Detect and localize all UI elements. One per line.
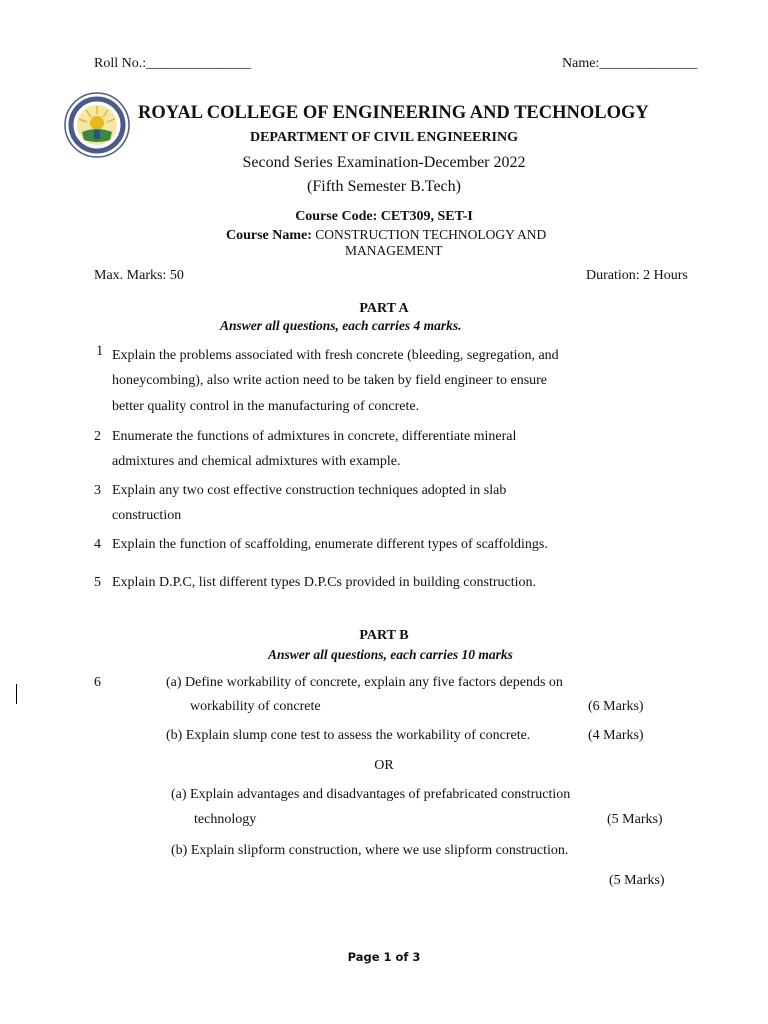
question-number: 4 (94, 537, 101, 552)
question-text: (a) Define workability of concrete, explain any five factors depends on (166, 675, 563, 690)
part-b-title: PART B (359, 628, 409, 643)
department-name: DEPARTMENT OF CIVIL ENGINEERING (249, 130, 518, 145)
course-name-value: CONSTRUCTION TECHNOLOGY AND (311, 227, 547, 242)
part-a-title: PART A (359, 301, 409, 316)
marks-label: (6 Marks) (588, 699, 644, 714)
question-text: honeycombing), also write action need to be taken by field engineer to ensure (112, 373, 548, 388)
question-text: (a) Explain advantages and disadvantages of prefabricated construction (171, 787, 571, 802)
course-name-line2: MANAGEMENT (345, 243, 443, 258)
question-text: better quality control in the manufacturing of concrete. (112, 399, 420, 414)
course-name-line1 (226, 227, 546, 244)
course-code: Course Code: CET309, SET-I (295, 209, 473, 224)
part-b-instruction: Answer all questions, each carries 10 marks (268, 647, 513, 662)
or-separator: OR (374, 758, 394, 773)
question-number: 5 (94, 575, 101, 590)
question-text: (b) Explain slump cone test to assess the workability of concrete. (166, 728, 531, 743)
name-field: Name:______________ (562, 56, 698, 71)
question-text: technology (194, 812, 257, 827)
college-seal-icon (64, 92, 130, 158)
question-number: 1 (96, 343, 104, 359)
duration: Duration: 2 Hours (586, 268, 688, 283)
question-text: admixtures and chemical admixtures with example. (112, 454, 401, 469)
exam-title: Second Series Examination-December 2022 (242, 154, 526, 171)
question-number: 6 (94, 675, 101, 690)
question-number: 2 (94, 429, 101, 444)
semester-title: (Fifth Semester B.Tech) (307, 178, 461, 195)
question-text: workability of concrete (190, 699, 321, 714)
course-name-label: Course Name: (226, 228, 312, 243)
question-text: (b) Explain slipform construction, where we use slipform construction. (171, 843, 569, 858)
text-cursor (16, 684, 17, 704)
question-text: Explain the problems associated with fresh concrete (bleeding, segregation, and (112, 348, 559, 363)
college-name: ROYAL COLLEGE OF ENGINEERING AND TECHNOLOGY (138, 103, 649, 123)
question-text: construction (112, 508, 182, 523)
marks-label: (5 Marks) (609, 873, 665, 888)
question-number: 3 (94, 483, 101, 498)
max-marks: Max. Marks: 50 (94, 268, 184, 283)
roll-no-field: Roll No.:_______________ (94, 56, 252, 71)
question-text: Explain any two cost effective construction techniques adopted in slab (112, 483, 507, 498)
question-text: Explain the function of scaffolding, enumerate different types of scaffoldings. (112, 537, 548, 552)
page-number: Page 1 of 3 (347, 950, 421, 964)
marks-label: (4 Marks) (588, 728, 644, 743)
part-a-instruction: Answer all questions, each carries 4 marks. (220, 318, 462, 333)
question-text: Enumerate the functions of admixtures in concrete, differentiate mineral (112, 429, 517, 444)
question-text: Explain D.P.C, list different types D.P.Cs provided in building construction. (112, 575, 536, 590)
marks-label: (5 Marks) (607, 812, 663, 827)
